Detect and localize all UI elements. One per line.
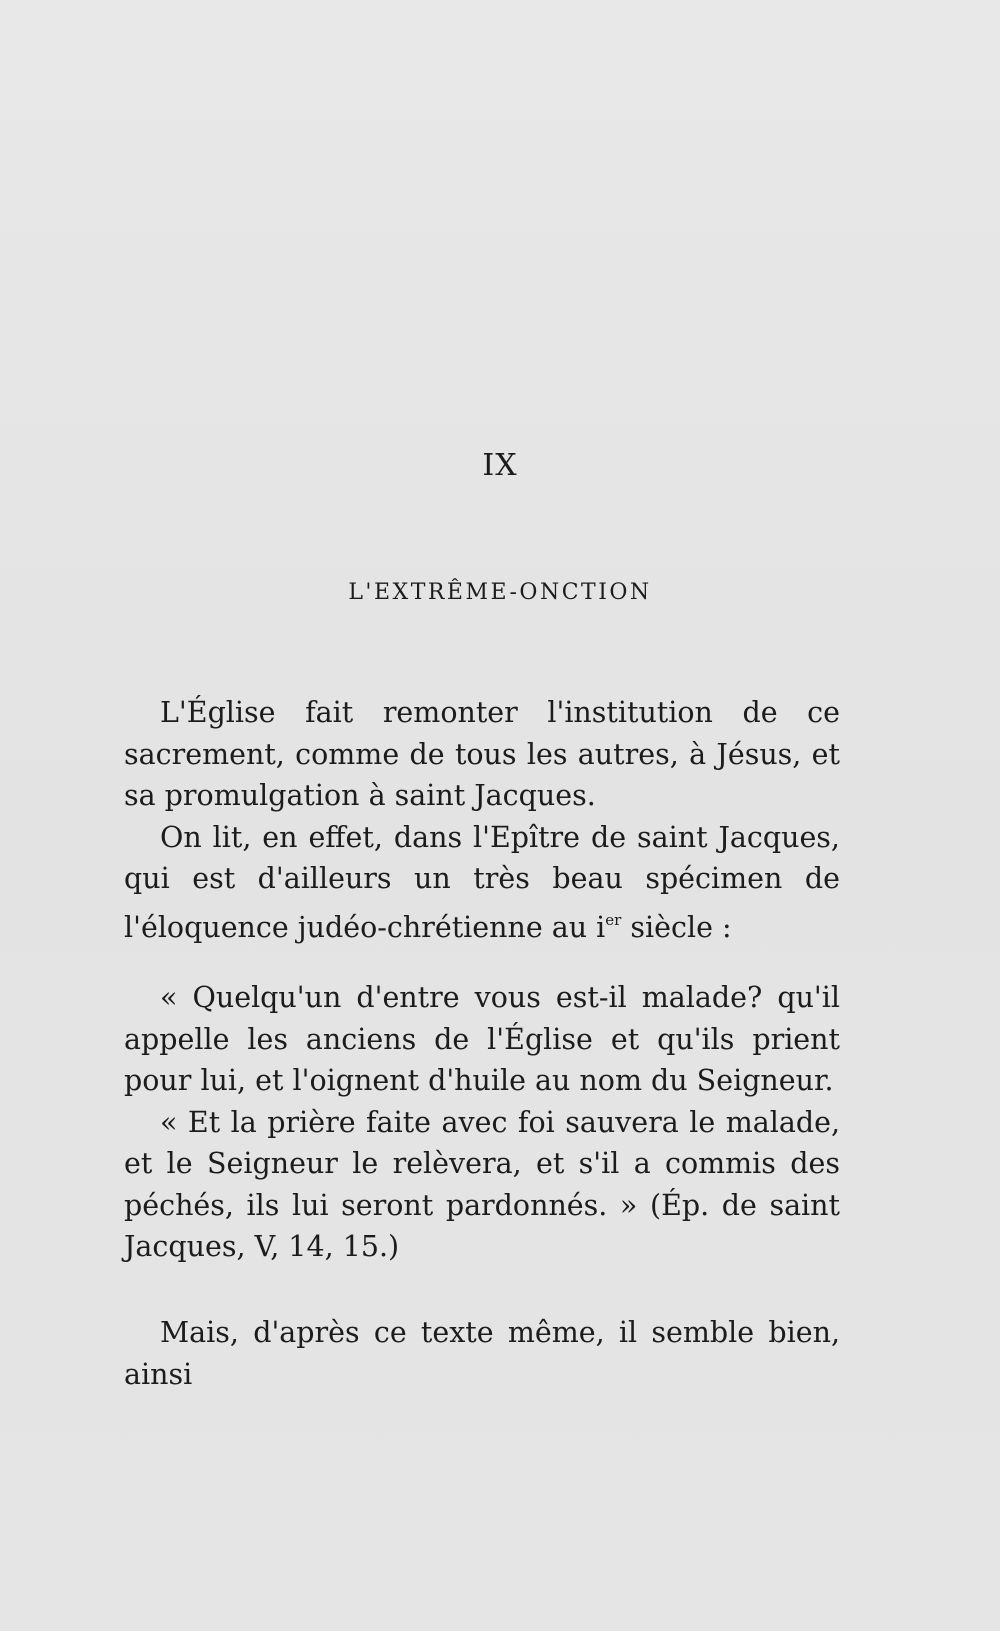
chapter-number: IX <box>482 448 518 483</box>
intro-text <box>124 692 840 948</box>
quotation <box>124 977 840 1268</box>
paragraph: Mais, d'après ce texte même, il semble bien, ainsi <box>124 1316 840 1391</box>
paragraph <box>124 817 840 949</box>
superscript: er <box>605 910 622 929</box>
paragraph-text: siècle : <box>621 910 732 944</box>
paragraph-text: On lit, en effet, dans l'Epître de saint Jacques, qui est d'ailleurs un très beau spécimen de l'éloquence judéo-chrétienne au i <box>124 820 840 944</box>
quote-paragraph: « Quelqu'un d'entre vous est-il malade? qu'il appelle les anciens de l'Église et qu'ils prient pour lui, et l'oignent d'huile au nom du Seigneur. <box>124 981 840 1097</box>
paragraph: L'Église fait remonter l'institution de ce sacrement, comme de tous les autres, à Jésus, et sa promulgation à saint Jacques. <box>124 696 840 812</box>
chapter-title: L'EXTRÊME-ONCTION <box>348 580 652 605</box>
quote-paragraph: « Et la prière faite avec foi sauvera le malade, et le Seigneur le relèvera, et s'il a commis des péchés, ils lui seront pardonnés. » (Ép. de saint Jacques, V, 14, 15.) <box>124 1105 840 1263</box>
closing-text <box>124 1312 840 1395</box>
